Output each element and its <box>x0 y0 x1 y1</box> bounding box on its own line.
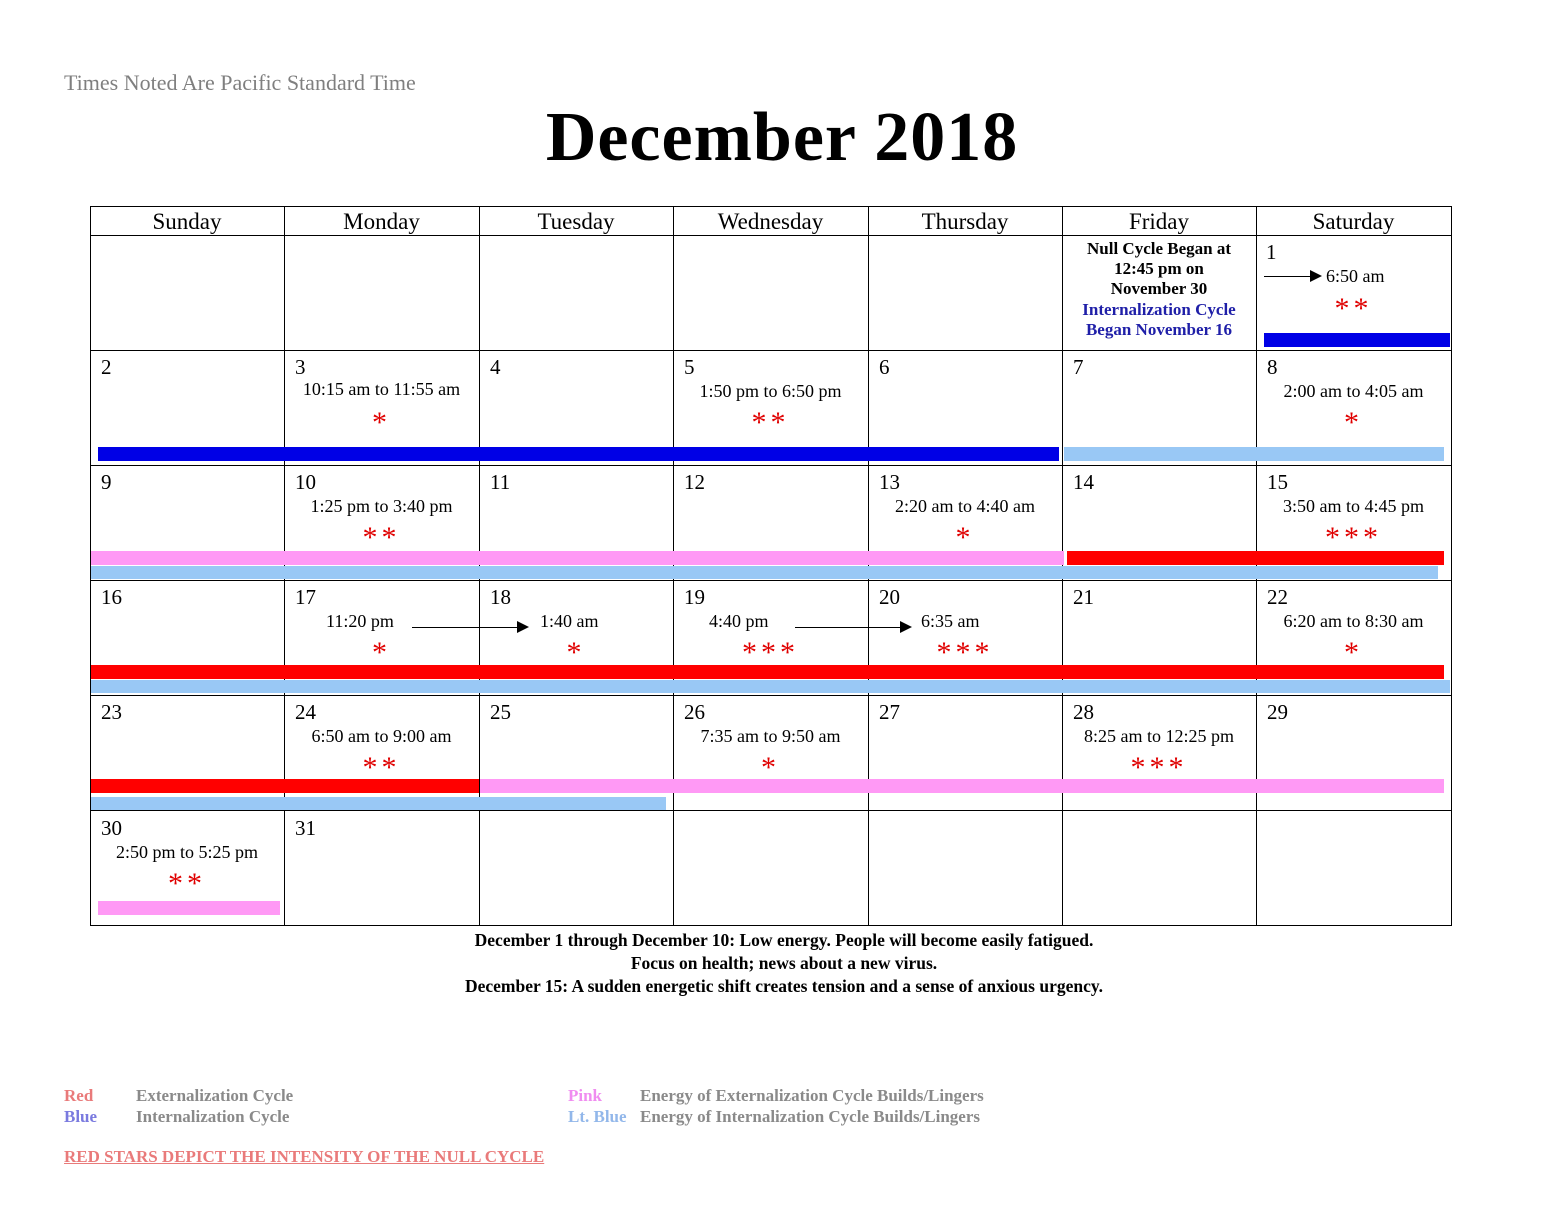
legend-row-ltblue <box>568 1106 984 1127</box>
day-number: 19 <box>684 585 705 609</box>
ltblue-cycle-bar <box>1064 447 1444 461</box>
blue-cycle-bar <box>98 447 1059 461</box>
day-number: 30 <box>101 816 122 840</box>
legend-desc-ltblue: Energy of Internalization Cycle Builds/Lingers <box>640 1107 980 1126</box>
day-number: 11 <box>490 470 511 494</box>
intensity-stars: *** <box>936 636 994 669</box>
grid-line <box>90 695 1452 696</box>
day-time: 8:25 am to 12:25 pm <box>1084 726 1234 746</box>
arrow-icon <box>795 627 910 628</box>
day-number: 14 <box>1073 470 1094 494</box>
day-number: 15 <box>1267 470 1288 494</box>
null-cycle-note <box>1062 239 1256 340</box>
day-number: 5 <box>684 355 695 379</box>
day-number: 7 <box>1073 355 1084 379</box>
grid-line <box>90 810 1452 811</box>
arrow-icon <box>412 627 527 628</box>
intensity-stars: *** <box>1130 751 1188 784</box>
pink-cycle-bar <box>98 901 280 915</box>
day-number: 17 <box>295 585 316 609</box>
legend-row-pink <box>568 1085 984 1106</box>
intensity-stars: *** <box>742 636 799 669</box>
internalization-line: Internalization Cycle <box>1082 300 1236 319</box>
legend-left <box>64 1085 293 1127</box>
legend-desc-pink: Energy of Externalization Cycle Builds/Lingers <box>640 1086 984 1105</box>
blue-cycle-bar <box>1264 333 1450 347</box>
null-cycle-line: November 30 <box>1110 279 1208 298</box>
null-cycle-line: 12:45 pm on <box>1114 259 1204 278</box>
legend-key-blue: Blue <box>64 1107 98 1126</box>
intensity-stars: ** <box>168 867 206 900</box>
day-number: 8 <box>1267 355 1278 379</box>
day-time: 6:50 am to 9:00 am <box>311 726 452 746</box>
weekday-saturday: Saturday <box>1312 209 1395 234</box>
legend-right <box>568 1085 984 1127</box>
intensity-stars: * <box>955 521 975 554</box>
intensity-stars: ** <box>362 521 401 554</box>
day-time: 7:35 am to 9:50 am <box>700 726 841 746</box>
day-time: 1:50 pm to 6:50 pm <box>699 381 842 401</box>
internalization-line: Began November 16 <box>1085 320 1233 339</box>
day-number: 10 <box>295 470 316 494</box>
day-number: 3 <box>295 355 306 379</box>
day-time: 6:35 am <box>921 611 980 631</box>
weekday-sunday: Sunday <box>152 209 222 234</box>
day-time: 1:40 am <box>540 611 599 631</box>
day-time: 6:50 am <box>1326 266 1385 286</box>
legend-key-red: Red <box>64 1086 94 1105</box>
intensity-stars: ** <box>751 406 790 439</box>
legend-key-pink: Pink <box>568 1086 603 1105</box>
intensity-stars: * <box>372 636 391 669</box>
day-number: 16 <box>101 585 122 609</box>
day-time: 10:15 am to 11:55 am <box>302 379 461 399</box>
day-number: 26 <box>684 700 705 724</box>
day-number: 27 <box>879 700 900 724</box>
legend-row-blue <box>64 1106 293 1127</box>
weekday-wednesday: Wednesday <box>717 209 824 234</box>
day-time: 2:20 am to 4:40 am <box>895 496 1035 516</box>
weekday-friday: Friday <box>1128 209 1190 234</box>
summary-line: December 1 through December 10: Low energy. People will become easily fatigued. <box>474 930 1094 950</box>
intensity-stars: *** <box>1325 521 1382 554</box>
page-title: December 2018 <box>545 99 1019 176</box>
day-number: 23 <box>101 700 122 724</box>
day-time: 2:00 am to 4:05 am <box>1283 381 1424 401</box>
weekday-tuesday: Tuesday <box>537 209 615 234</box>
day-time: 4:40 pm <box>709 611 769 631</box>
null-cycle-line: Null Cycle Began at <box>1086 239 1232 258</box>
pink-cycle-bar <box>91 551 1064 565</box>
intensity-stars: * <box>372 406 391 439</box>
day-time: 6:20 am to 8:30 am <box>1283 611 1424 631</box>
intensity-stars: * <box>566 636 586 669</box>
footer-note: RED STARS DEPICT THE INTENSITY OF THE NULL CYCLE <box>64 1147 545 1166</box>
day-number: 18 <box>490 585 511 609</box>
day-number: 29 <box>1267 700 1288 724</box>
pink-cycle-bar <box>480 779 1444 793</box>
day-number: 6 <box>879 355 890 379</box>
legend-desc-red: Externalization Cycle <box>136 1086 294 1105</box>
intensity-stars: ** <box>1334 292 1373 325</box>
day-number: 20 <box>879 585 900 609</box>
arrow-icon <box>1264 276 1320 277</box>
day-number: 12 <box>684 470 705 494</box>
day-number: 4 <box>490 355 501 379</box>
day-time: 3:50 am to 4:45 pm <box>1283 496 1424 516</box>
legend-row-red <box>64 1085 293 1106</box>
grid-line <box>90 465 1452 466</box>
grid-line <box>90 580 1452 581</box>
intensity-stars: * <box>1344 636 1363 669</box>
legend-desc-blue: Internalization Cycle <box>136 1107 290 1126</box>
day-time: 1:25 pm to 3:40 pm <box>310 496 453 516</box>
day-number: 13 <box>879 470 900 494</box>
day-number: 31 <box>295 816 316 840</box>
weekday-monday: Monday <box>343 209 420 234</box>
legend-key-ltblue: Lt. Blue <box>568 1107 627 1126</box>
ltblue-cycle-bar <box>91 566 1438 579</box>
day-number: 9 <box>101 470 112 494</box>
grid-line <box>1451 206 1452 926</box>
red-cycle-bar <box>1067 551 1444 565</box>
intensity-stars: * <box>761 751 780 784</box>
ltblue-cycle-bar <box>91 680 1450 693</box>
summary-line: Focus on health; news about a new virus. <box>630 953 938 973</box>
ltblue-cycle-bar <box>91 797 666 810</box>
day-time: 11:20 pm <box>326 611 394 631</box>
day-time: 2:50 pm to 5:25 pm <box>115 842 258 862</box>
weekday-thursday: Thursday <box>921 209 1009 234</box>
forecast-summary <box>0 929 1564 998</box>
day-number: 1 <box>1266 240 1277 264</box>
intensity-stars: ** <box>362 751 401 784</box>
day-number: 28 <box>1073 700 1094 724</box>
intensity-stars: * <box>1344 406 1363 439</box>
day-number: 22 <box>1267 585 1288 609</box>
day-number: 24 <box>295 700 316 724</box>
grid-line <box>90 925 1452 926</box>
day-number: 25 <box>490 700 511 724</box>
day-number: 21 <box>1073 585 1094 609</box>
summary-line: December 15: A sudden energetic shift creates tension and a sense of anxious urgency. <box>464 976 1104 996</box>
day-number: 2 <box>101 355 112 379</box>
grid-line <box>90 350 1452 351</box>
timezone-note: Times Noted Are Pacific Standard Time <box>64 70 416 95</box>
